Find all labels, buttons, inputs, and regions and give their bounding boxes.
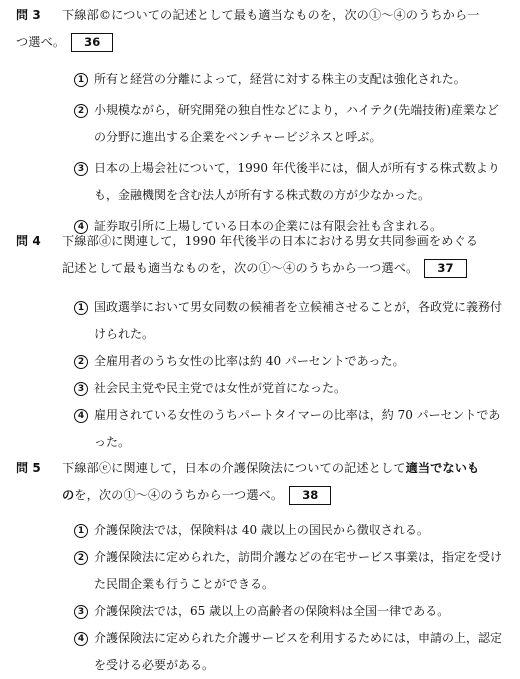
choice-number: 3 — [74, 605, 88, 619]
emphasis-text: 適当でないも — [405, 461, 480, 475]
choice-item[interactable] — [16, 598, 508, 625]
question-prompt — [16, 2, 508, 56]
choice-number: 4 — [74, 632, 88, 646]
choice-item[interactable] — [16, 66, 508, 93]
choice-number: 4 — [74, 220, 88, 234]
choice-number: 2 — [74, 355, 88, 369]
choice-text: 社会民主党や民主党では女性が党首になった。 — [94, 381, 347, 395]
choice-text: 所有と経営の分離によって，経営に対する株主の支配は強化された。 — [94, 72, 466, 86]
choice-number: 4 — [74, 409, 88, 423]
question-prompt-text: つ選べ。 — [16, 35, 66, 49]
choice-item[interactable] — [16, 97, 508, 151]
choice-item[interactable] — [16, 348, 508, 375]
emphasis-text: の — [62, 488, 75, 502]
choice-text: 介護保険法では，65 歳以上の高齢者の保険料は全国一律である。 — [94, 604, 450, 618]
question-prompt-text: 記述として最も適当なものを，次の①～④のうちから一つ選べ。 — [62, 261, 419, 275]
choice-number: 3 — [74, 162, 88, 176]
choice-text: 証券取引所に上場している日本の企業には有限会社も含まれる。 — [94, 219, 443, 233]
question-prompt-line: 下線部©についての記述として最も適当なものを，次の①～④のうちから一 — [62, 8, 480, 22]
question-prompt-line — [16, 29, 508, 56]
choice-list — [16, 294, 508, 456]
choice-number: 1 — [74, 301, 88, 315]
choice-number: 3 — [74, 382, 88, 396]
question-header — [16, 228, 508, 282]
choice-item[interactable] — [16, 294, 508, 348]
answer-box[interactable]: 38 — [289, 486, 331, 505]
choice-item[interactable] — [16, 155, 508, 209]
choice-text: 日本の上場会社について，1990 年代後半には，個人が所有する株式数よりも，金融機関を含む法人が所有する株式数の方が少なかった。 — [94, 161, 500, 202]
choice-text: 介護保険法に定められた介護サービスを利用するためには，申請の上，認定を受ける必要がある。 — [94, 631, 503, 672]
question-number: 問 3 — [16, 8, 41, 22]
choice-number: 1 — [74, 524, 88, 538]
choice-item[interactable] — [16, 544, 508, 598]
answer-box[interactable]: 37 — [424, 259, 466, 278]
choice-item[interactable] — [16, 402, 508, 456]
question-3 — [16, 2, 508, 240]
question-number: 問 4 — [16, 234, 41, 248]
choice-list — [16, 66, 508, 240]
choice-item[interactable] — [16, 625, 508, 679]
choice-number: 2 — [74, 104, 88, 118]
question-prompt-text: を，次の①～④のうちから一つ選べ。 — [74, 488, 284, 502]
question-prompt-line: 下線部ⓓに関連して，1990 年代後半の日本における男女共同参画をめぐる — [62, 234, 479, 248]
question-header — [16, 2, 508, 56]
choice-item[interactable] — [16, 517, 508, 544]
question-4 — [16, 228, 508, 456]
choice-text: 小規模ながら，研究開発の独自性などにより，ハイテク(先端技術)産業などの分野に進出する企業をベンチャービジネスと呼ぶ。 — [94, 103, 499, 144]
choice-number: 1 — [74, 73, 88, 87]
choice-number: 2 — [74, 551, 88, 565]
question-number: 問 5 — [16, 461, 41, 475]
question-prompt — [16, 455, 508, 509]
question-5 — [16, 455, 508, 679]
question-prompt-line — [62, 482, 508, 509]
question-prompt — [16, 228, 508, 282]
choice-text: 介護保険法に定められた，訪問介護などの在宅サービス事業は，指定を受けた民間企業も行うことができる。 — [94, 550, 503, 591]
choice-text: 全雇用者のうち女性の比率は約 40 パーセントであった。 — [94, 354, 405, 368]
answer-box[interactable]: 36 — [71, 33, 113, 52]
question-prompt-text: 下線部ⓔに関連して，日本の介護保険法についての記述として — [62, 461, 406, 475]
question-prompt-line — [62, 255, 508, 282]
question-header — [16, 455, 508, 509]
choice-text: 雇用されている女性のうちパートタイマーの比率は，約 70 パーセントであった。 — [94, 408, 501, 449]
choice-list — [16, 517, 508, 679]
choice-text: 介護保険法では，保険料は 40 歳以上の国民から徴収される。 — [94, 523, 429, 537]
choice-text: 国政選挙において男女同数の候補者を立候補させることが，各政党に義務付けられた。 — [94, 300, 503, 341]
question-prompt-line — [62, 455, 508, 482]
choice-item[interactable] — [16, 375, 508, 402]
